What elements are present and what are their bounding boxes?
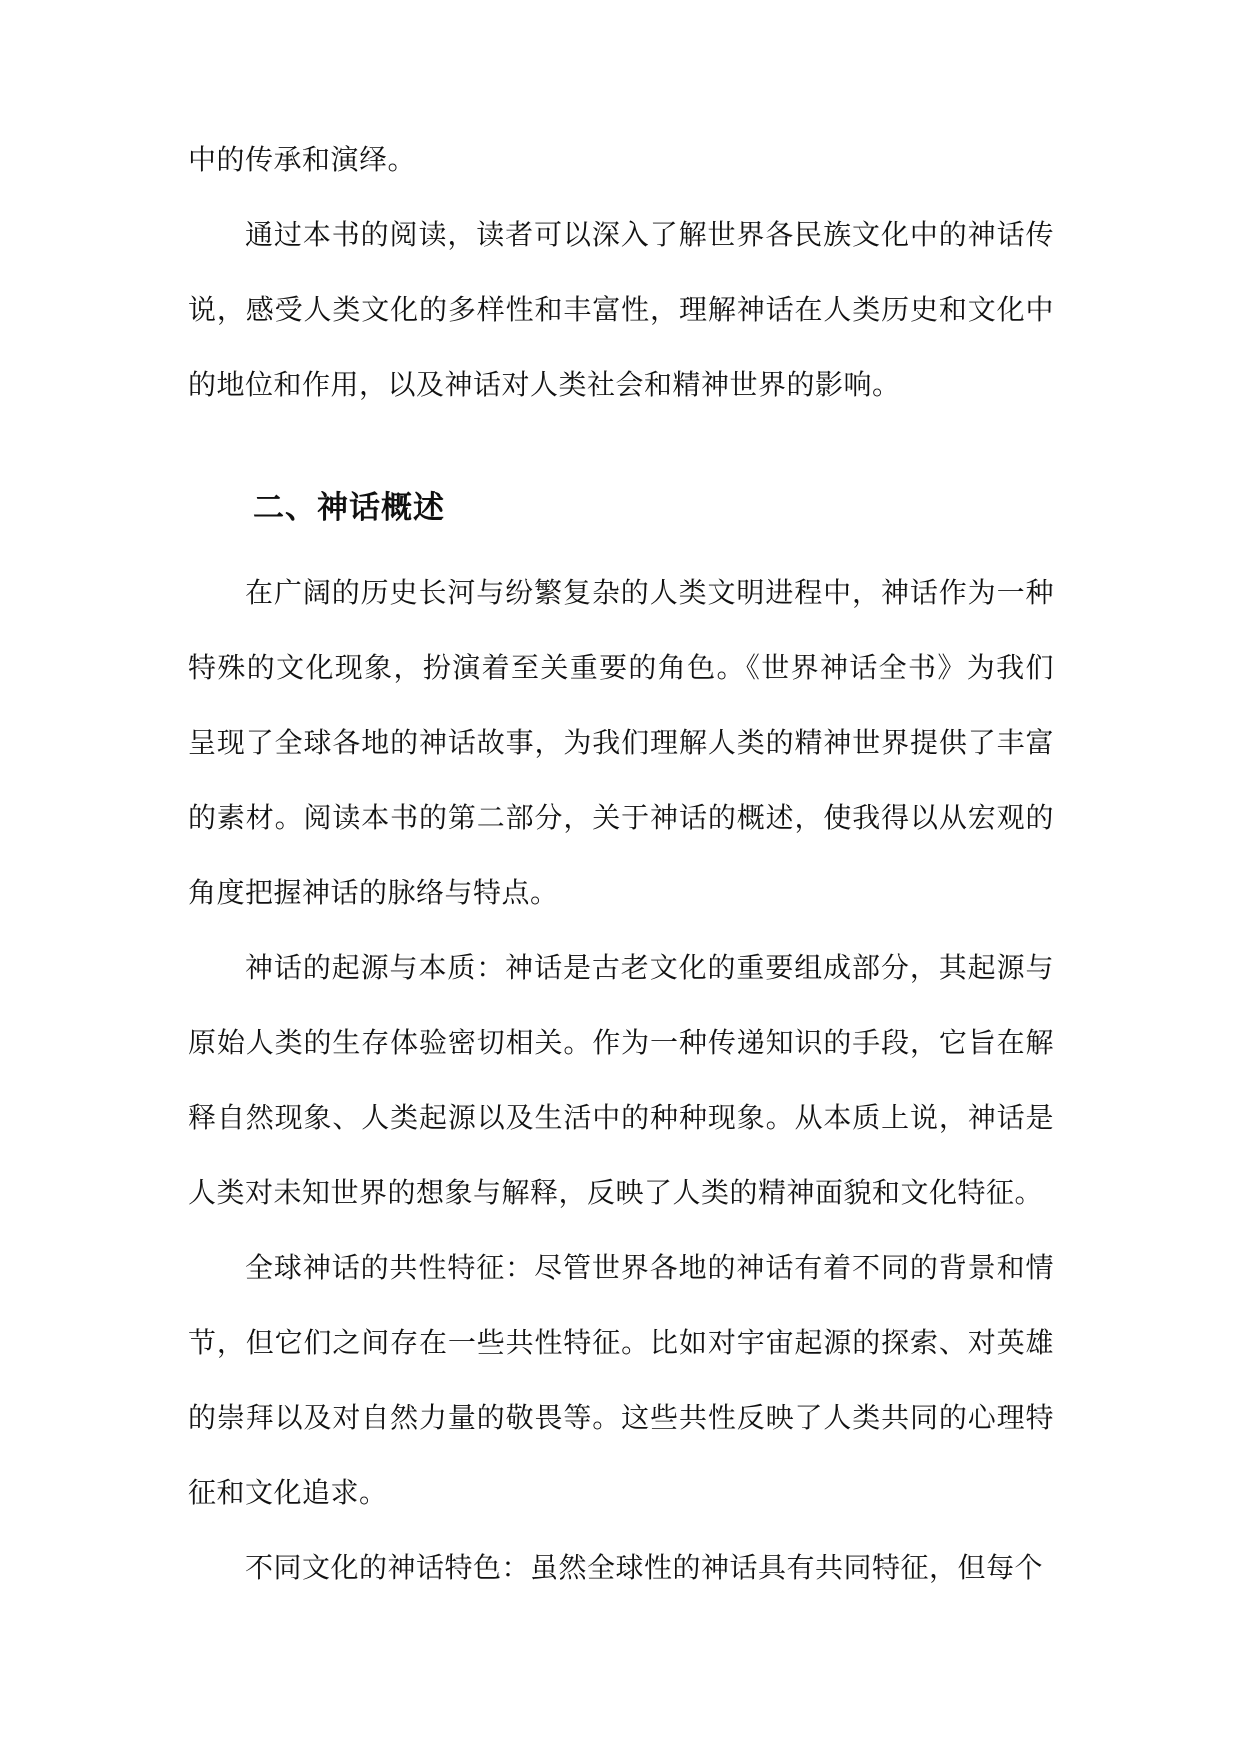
section-heading: 二、神话概述 [253, 490, 445, 526]
continuation-paragraph: 中的传承和演绎。 [188, 143, 417, 176]
origin-paragraph: 神话的起源与本质：神话是古老文化的重要组成部分，其起源与原始人类的生存体验密切相关。作为一种传递知识的手段，它旨在解释自然现象、人类起源以及生活中的种种现象。从本质上说，神话是人类对未知世界的想象与解释，反映了人类的精神面貌和文化特征。 [188, 951, 1054, 1209]
origin-paragraph-block [188, 930, 1054, 1230]
culture-paragraph: 不同文化的神话特色：虽然全球性的神话具有共同特征，但每个 [245, 1551, 1044, 1584]
overview-paragraph-block [188, 555, 1054, 930]
continuation-paragraph-block [188, 122, 1054, 197]
intro-paragraph-block [188, 197, 1054, 422]
common-paragraph-block [188, 1230, 1054, 1530]
overview-paragraph: 在广阔的历史长河与纷繁复杂的人类文明进程中，神话作为一种特殊的文化现象，扮演着至关重要的角色。《世界神话全书》为我们呈现了全球各地的神话故事，为我们理解人类的精神世界提供了丰富的素材。阅读本书的第二部分，关于神话的概述，使我得以从宏观的角度把握神话的脉络与特点。 [188, 576, 1054, 909]
intro-paragraph: 通过本书的阅读，读者可以深入了解世界各民族文化中的神话传说，感受人类文化的多样性和丰富性，理解神话在人类历史和文化中的地位和作用，以及神话对人类社会和精神世界的影响。 [188, 218, 1054, 401]
culture-paragraph-block [188, 1530, 1054, 1605]
common-paragraph: 全球神话的共性特征：尽管世界各地的神话有着不同的背景和情节，但它们之间存在一些共性特征。比如对宇宙起源的探索、对英雄的崇拜以及对自然力量的敬畏等。这些共性反映了人类共同的心理特征和文化追求。 [188, 1251, 1054, 1509]
